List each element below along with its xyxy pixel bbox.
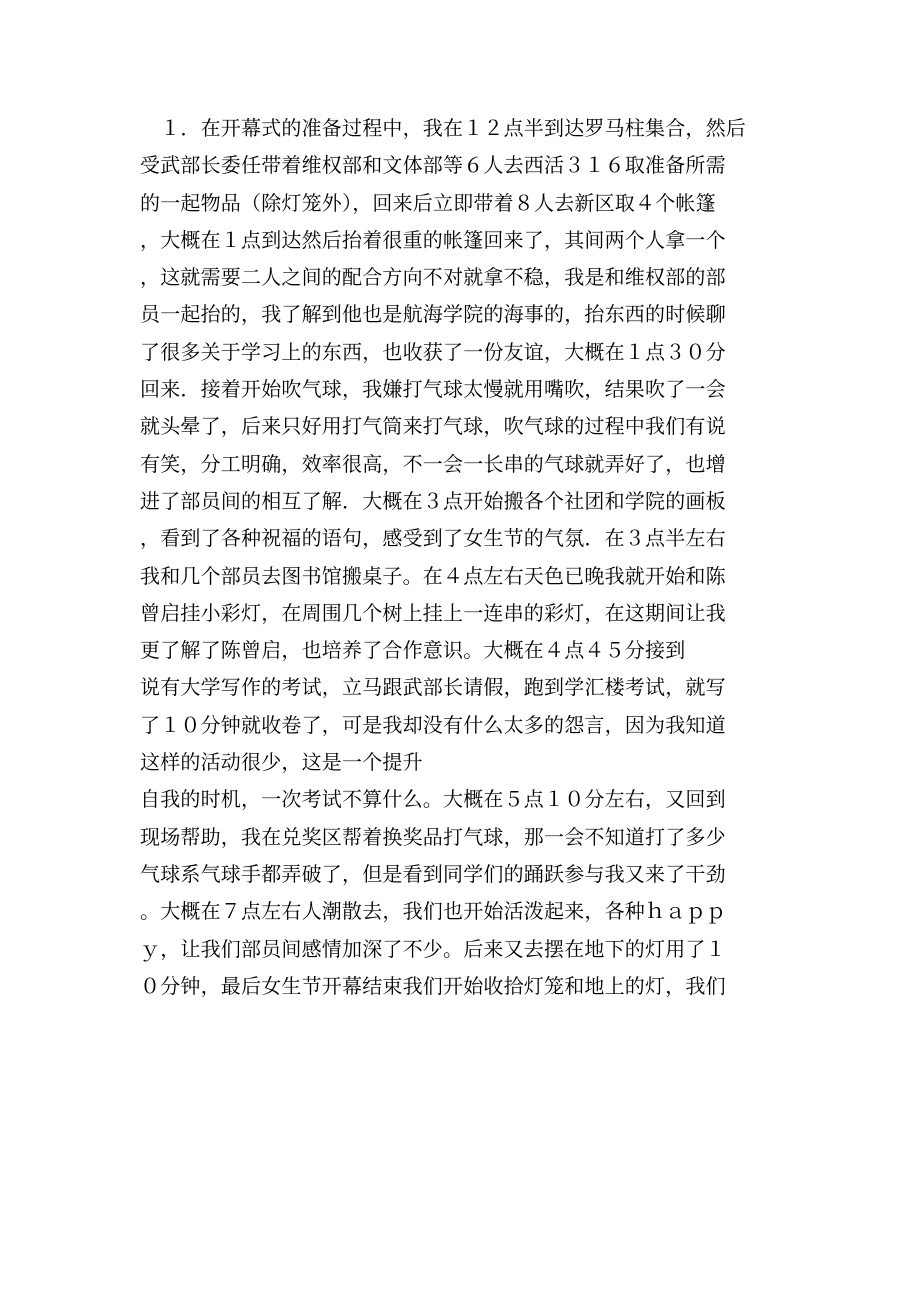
text-line-14: 曾启挂小彩灯，在周围几个树上挂上一连串的彩灯，在这期间让我 — [140, 600, 726, 625]
text-line-11: 进了部员间的相互了解．大概在３点开始搬各个社团和学院的画板 — [140, 488, 726, 513]
text-line-4: ，大概在１点到达然后抬着很重的帐篷回来了，其间两个人拿一个 — [140, 227, 726, 252]
text-line-21: 气球系气球手都弄破了，但是看到同学们的踊跃参与我又来了干劲 — [140, 861, 726, 886]
text-line-23: ｙ，让我们部员间感情加深了不少。后来又去摆在地下的灯用了１ — [140, 936, 726, 961]
text-line-20: 现场帮助，我在兑奖区帮着换奖品打气球，那一会不知道打了多少 — [140, 824, 726, 849]
text-line-16: 说有大学写作的考试，立马跟武部长请假，跑到学汇楼考试，就写 — [140, 675, 726, 700]
text-line-24: ０分钟，最后女生节开幕结束我们开始收拾灯笼和地上的灯，我们 — [140, 973, 726, 998]
text-line-3: 的一起物品（除灯笼外），回来后立即带着８人去新区取４个帐篷 — [140, 190, 716, 215]
text-line-8: 回来．接着开始吹气球，我嫌打气球太慢就用嘴吹，结果吹了一会 — [140, 377, 726, 402]
text-line-6: 员一起抬的，我了解到他也是航海学院的海事的，抬东西的时候聊 — [140, 302, 726, 327]
text-line-1: １．在开幕式的准备过程中，我在１２点半到达罗马柱集合，然后 — [140, 116, 746, 140]
text-line-15: 更了解了陈曾启，也培养了合作意识。大概在４点４５分接到 — [140, 638, 686, 663]
text-line-19: 自我的时机，一次考试不算什么。大概在５点１０分左右，又回到 — [140, 787, 726, 812]
text-line-22: 。大概在７点左右人潮散去，我们也开始活泼起来，各种ｈａｐｐ — [140, 899, 726, 924]
text-line-10: 有笑，分工明确，效率很高，不一会一长串的气球就弄好了，也增 — [140, 451, 726, 476]
text-line-9: 就头晕了，后来只好用打气筒来打气球，吹气球的过程中我们有说 — [140, 414, 726, 439]
text-line-5: ，这就需要二人之间的配合方向不对就拿不稳，我是和维权部的部 — [140, 265, 726, 290]
text-line-2: 受武部长委任带着维权部和文体部等６人去西活３１６取准备所需 — [140, 153, 726, 178]
text-line-18: 这样的活动很少，这是一个提升 — [140, 750, 423, 775]
text-line-13: 我和几个部员去图书馆搬桌子。在４点左右天色已晚我就开始和陈 — [140, 563, 726, 588]
text-line-7: 了很多关于学习上的东西，也收获了一份友谊，大概在１点３０分 — [140, 339, 726, 364]
text-line-17: 了１０分钟就收卷了，可是我却没有什么太多的怨言，因为我知道 — [140, 712, 726, 737]
text-line-12: ，看到了各种祝福的语句，感受到了女生节的气氛．在３点半左右 — [140, 526, 726, 551]
document-body — [140, 110, 780, 1005]
